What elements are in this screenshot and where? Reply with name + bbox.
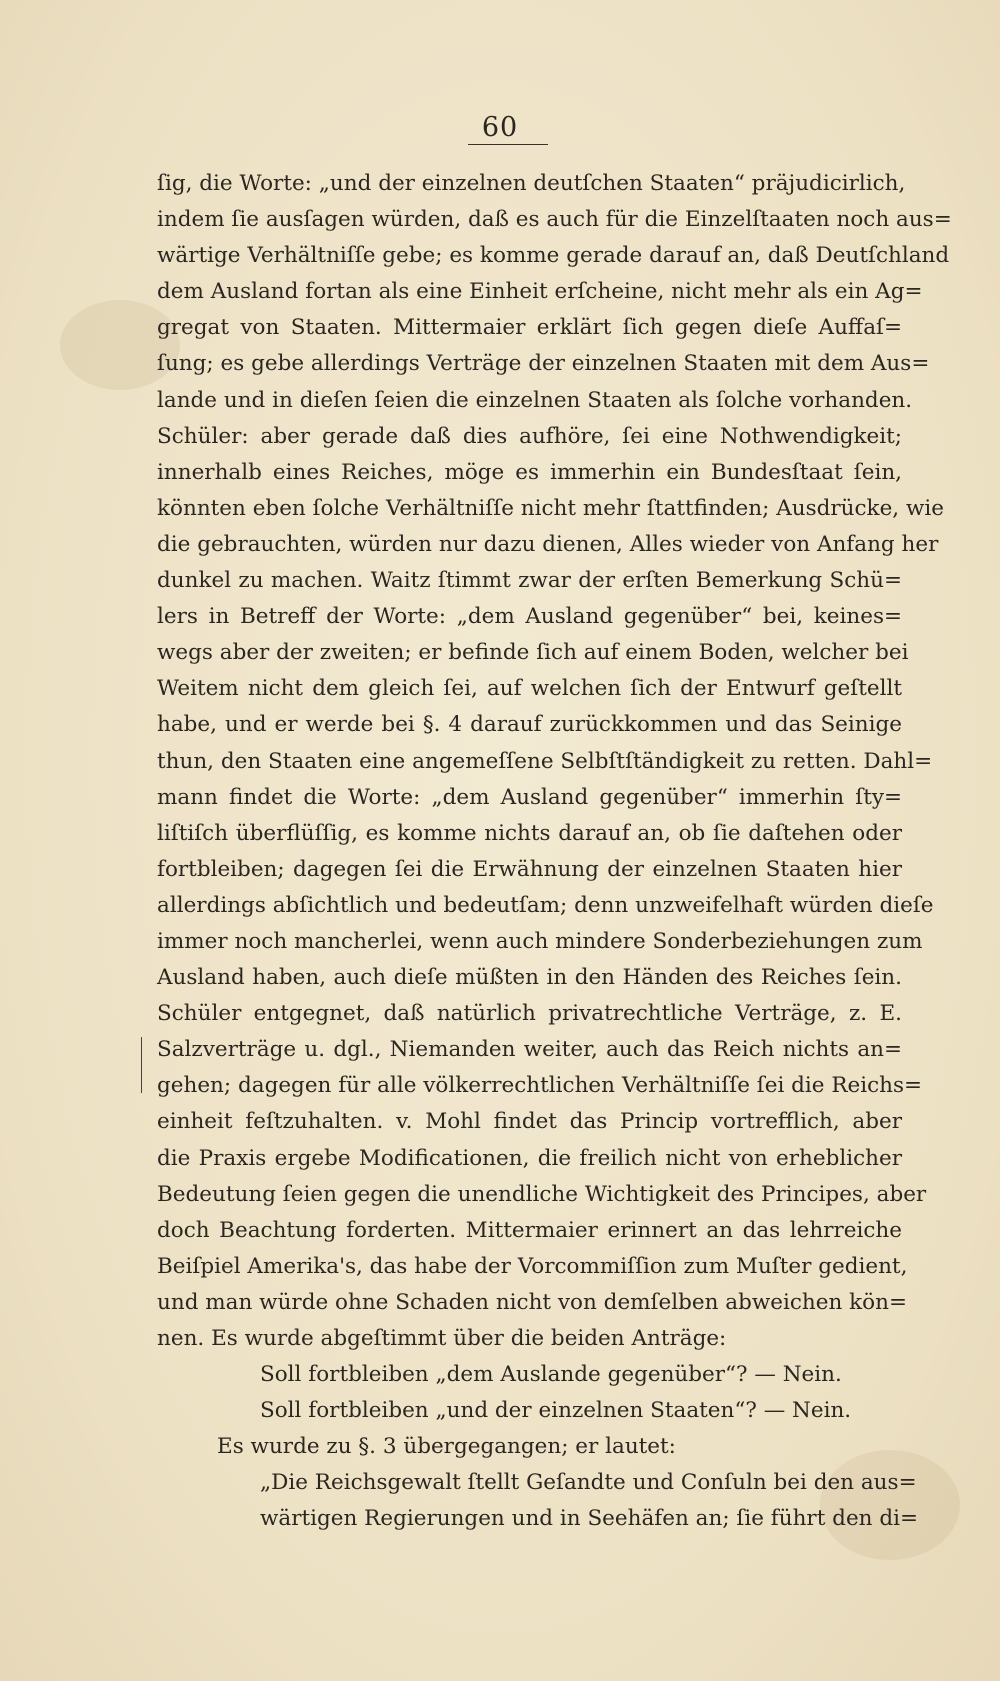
- text-line: ſig, die Worte: „und der einzelnen deutſchen Staaten“ präjudicirlich,: [157, 171, 906, 196]
- text-line: lande und in dieſen ſeien die einzelnen Staaten als ſolche vorhanden.: [157, 387, 913, 413]
- text-line: die Praxis ergebe Modificationen, die freilich nicht von erheblicher: [157, 1145, 902, 1171]
- body-text: [157, 166, 952, 1538]
- text-line: lers in Betreff der Worte: „dem Ausland gegenüber“ bei, keines=: [157, 604, 902, 630]
- text-line: wärtige Verhältniſſe gebe; es komme gerade darauf an, daß Deutſchland: [157, 243, 950, 269]
- quote-line: wärtigen Regierungen und in Seehäfen an; ſie führt den di=: [260, 1506, 919, 1532]
- text-line: indem ſie ausſagen würden, daß es auch für die Einzelſtaaten noch aus=: [157, 207, 952, 233]
- text-line: fortbleiben; dagegen ſei die Erwähnung der einzelnen Staaten hier: [157, 856, 902, 882]
- text-line: die gebrauchten, würden nur dazu dienen, Alles wieder von Anfang her: [157, 531, 939, 557]
- text-line: und man würde ohne Schaden nicht von demſelben abweichen kön=: [157, 1289, 907, 1315]
- vote-line: Soll fortbleiben „dem Auslande gegenüber“? — Nein.: [260, 1362, 842, 1388]
- page-number: 60: [481, 112, 519, 143]
- text-line: immer noch mancherlei, wenn auch mindere Sonderbeziehungen zum: [157, 928, 923, 954]
- text-line: Salzverträge u. dgl., Niemanden weiter, auch das Reich nichts an=: [157, 1037, 902, 1063]
- text-line: gehen; dagegen für alle völkerrechtlichen Verhältniſſe ſei die Reichs=: [157, 1073, 923, 1099]
- text-line: Ausland haben, auch dieſe müßten in den Händen des Reiches ſein.: [157, 965, 902, 991]
- text-line: Schüler entgegnet, daß natürlich privatrechtliche Verträge, z. E.: [157, 1001, 902, 1027]
- text-line: liſtiſch überflüſſig, es komme nichts darauf an, ob ſie daſtehen oder: [157, 820, 902, 846]
- margin-pencil-mark: [141, 1037, 142, 1093]
- text-line: einheit feſtzuhalten. v. Mohl findet das Princip vortrefflich, aber: [157, 1109, 902, 1135]
- text-line: innerhalb eines Reiches, möge es immerhin ein Bundesſtaat ſein,: [157, 459, 902, 485]
- header-rule: [468, 144, 548, 145]
- text-line: habe, und er werde bei §. 4 darauf zurückkommen und das Seinige: [157, 712, 902, 738]
- text-line: doch Beachtung forderten. Mittermaier erinnert an das lehrreiche: [157, 1217, 902, 1243]
- text-line: ſung; es gebe allerdings Verträge der einzelnen Staaten mit dem Aus=: [157, 351, 930, 377]
- quote-line: „Die Reichsgewalt ſtellt Geſandte und Conſuln bei den aus=: [260, 1470, 917, 1496]
- text-line: dunkel zu machen. Waitz ſtimmt zwar der erſten Bemerkung Schü=: [157, 568, 902, 594]
- text-line: dem Ausland fortan als eine Einheit erſcheine, nicht mehr als ein Ag=: [157, 279, 923, 305]
- vote-line: Soll fortbleiben „und der einzelnen Staaten“? — Nein.: [260, 1398, 852, 1424]
- text-line: Schüler: aber gerade daß dies aufhöre, ſei eine Nothwendigkeit;: [157, 423, 902, 449]
- text-line: Bedeutung ſeien gegen die unendliche Wichtigkeit des Principes, aber: [157, 1181, 927, 1207]
- text-line: nen. Es wurde abgeſtimmt über die beiden Anträge:: [157, 1326, 727, 1351]
- text-line: Weitem nicht dem gleich ſei, auf welchen ſich der Entwurf geſtellt: [157, 676, 902, 702]
- text-line: mann findet die Worte: „dem Ausland gegenüber“ immerhin ſty=: [157, 784, 902, 810]
- text-line: Es wurde zu §. 3 übergegangen; er lautet:: [217, 1434, 676, 1460]
- text-line: gregat von Staaten. Mittermaier erklärt ſich gegen dieſe Auffaſ=: [157, 315, 902, 341]
- text-line: Beiſpiel Amerika's, das habe der Vorcommiſſion zum Muſter gedient,: [157, 1253, 908, 1279]
- text-line: wegs aber der zweiten; er befinde ſich auf einem Boden, welcher bei: [157, 640, 909, 666]
- text-line: thun, den Staaten eine angemeſſene Selbſtſtändigkeit zu retten. Dahl=: [157, 748, 933, 774]
- text-line: könnten eben ſolche Verhältniſſe nicht mehr ſtattfinden; Ausdrücke, wie: [157, 495, 944, 521]
- text-line: allerdings abſichtlich und bedeutſam; denn unzweifelhaft würden dieſe: [157, 892, 934, 918]
